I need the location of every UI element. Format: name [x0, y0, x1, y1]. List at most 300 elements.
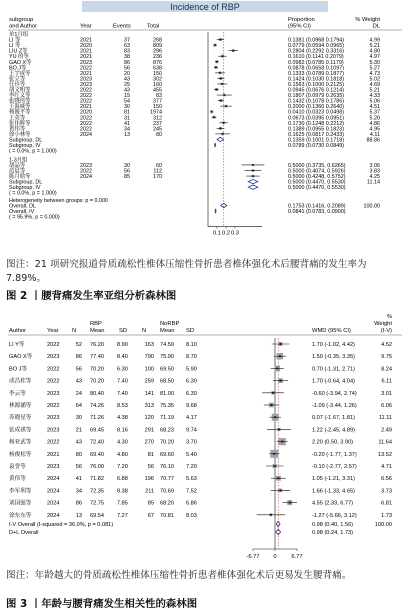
study-point: [252, 175, 254, 177]
study-point: [222, 133, 224, 135]
study-point: [281, 441, 283, 443]
norbp-mean: 69.60: [160, 451, 174, 458]
group-label: 1-3月组: [9, 157, 28, 164]
study-author: YU 的等: [9, 54, 29, 61]
study-wmd: 1.05 (-1.21, 3.31): [312, 476, 355, 483]
study-point: [220, 128, 222, 130]
rbp-mean: 72.40: [90, 439, 104, 446]
rbp-sd: 7.20: [117, 464, 128, 470]
subgroup-pooled-weight: 11.14: [366, 179, 380, 186]
study-year: 2024: [47, 500, 60, 507]
study-year: 2024: [80, 131, 92, 138]
norbp-sd: 8.70: [186, 354, 197, 361]
study-point: [223, 122, 225, 124]
rbp-mean: 77.40: [90, 354, 104, 361]
study-ci: 0.1625 (0.0817 0.2433): [288, 131, 345, 138]
study-total: 1974: [150, 109, 162, 116]
overall-wmd: 0.98 (0.40, 1.56): [312, 522, 354, 528]
rbp-n: 30: [75, 415, 82, 422]
study-author: 徐小林等: [9, 131, 31, 138]
study-year: 2023: [80, 81, 92, 88]
study-weight: 6.81: [381, 500, 392, 507]
study-events: 85: [124, 174, 130, 181]
rbp-sd: 8.90: [117, 342, 128, 348]
study-weight: 2.49: [381, 427, 392, 434]
study-author: 张成祺等: [9, 427, 32, 434]
col-header-proportion: Proportion: [288, 17, 315, 23]
rbp-sd: 8.16: [117, 427, 128, 434]
study-total: 112: [153, 168, 162, 175]
study-author: LI Y等: [9, 342, 25, 348]
norbp-mean: 71.19: [160, 415, 174, 422]
study-weight: 11.64: [378, 439, 392, 446]
study-author: 张立等: [9, 76, 26, 83]
rbp-sd: 6.88: [117, 476, 128, 483]
study-weight: 4.95: [369, 126, 380, 133]
col-header-rbp-mean: Mean: [90, 328, 105, 334]
study-weight: 5.20: [369, 115, 380, 122]
study-wmd: 1.70 (-1.02, 4.42): [312, 342, 355, 348]
forest-rows: [9, 340, 392, 536]
norbp-sd: 3.70: [186, 439, 197, 446]
col-header-author: Author: [9, 328, 27, 334]
study-ci: 0.0878 (0.0658 0.1097): [288, 65, 345, 72]
study-events: 43: [124, 87, 130, 94]
study-year: 2022: [80, 115, 92, 122]
study-point: [232, 50, 234, 52]
study-events: 30: [124, 104, 130, 111]
col-header-subgroup: subgroup: [9, 17, 34, 23]
study-author: 杨俊平等: [9, 109, 31, 116]
overall-heterogeneity: ( = 95.9%, p = 0.000): [9, 214, 60, 221]
study-point: [278, 429, 280, 431]
study-author: 苏晓星等: [9, 415, 32, 422]
study-wmd: 1.70 (-0.64, 4.04): [312, 378, 355, 385]
study-ci: 0.0410 (0.0323 0.0498): [288, 109, 345, 116]
norbp-mean: 70.77: [160, 476, 174, 483]
study-point: [220, 39, 222, 41]
rbp-mean: 70.20: [90, 366, 104, 373]
overall-label: Overall, IV: [9, 209, 35, 216]
overall-label: I-V Overall (I-squared = 36.0%, p = 0.081): [9, 522, 114, 528]
study-year: 2022: [47, 403, 60, 409]
study-weight: 6.06: [381, 403, 392, 409]
rbp-mean: 74.26: [90, 403, 104, 409]
study-total: 80: [156, 131, 162, 138]
subgroup-pooled-ci: 0.1359 (0.1001 0.1718): [288, 137, 345, 144]
study-point: [222, 55, 224, 57]
study-author: 袁誉等: [9, 464, 26, 470]
x-tick-label: 0.1: [212, 230, 222, 237]
study-events: 38: [124, 54, 130, 61]
subgroup-pooled-ci: 0.5000 (0.4470, 0.5530): [288, 179, 346, 186]
study-ci: 0.5000 (0.3735, 0.6265): [288, 162, 346, 169]
study-weight: 5.06: [369, 98, 380, 105]
study-total: 83: [156, 93, 162, 100]
rbp-n: 52: [75, 342, 82, 348]
study-ci: 0.5000 (0.4248, 0.5752): [288, 174, 346, 181]
col-header-weight-pct: %: [386, 314, 392, 320]
study-year: 2023: [47, 427, 60, 434]
study-total: 160: [153, 81, 162, 88]
col-header-year: Year: [80, 23, 92, 30]
study-ci: 0.1381 (0.0968 0.1794): [288, 37, 345, 44]
overall-diamond: [215, 209, 216, 213]
rbp-mean: 72.75: [90, 500, 104, 507]
norbp-sd: 7.20: [186, 464, 197, 470]
norbp-sd: 8.10: [186, 342, 197, 348]
study-weight: 5.21: [369, 87, 380, 94]
study-author: 刘国强等: [9, 500, 32, 507]
study-wmd: 0.70 (-1.31, 2.71): [312, 366, 355, 373]
study-point: [274, 465, 276, 467]
rbp-sd: 6.30: [117, 366, 128, 373]
study-wmd: -0.60 (-3.94, 2.74): [312, 390, 357, 397]
forest-plot-area: [246, 338, 302, 560]
study-point: [216, 89, 218, 91]
study-total: 377: [153, 98, 162, 105]
rbp-mean: 71.82: [90, 476, 104, 483]
study-year: 2021: [80, 104, 92, 111]
x-tick-label: 0.3: [230, 230, 240, 237]
forest-rows: [9, 30, 380, 221]
norbp-mean: 70.20: [160, 439, 174, 446]
study-year: 2022: [80, 93, 92, 100]
overall-wmd: 0.98 (0.24, 1.73): [312, 530, 354, 536]
study-author: 李红义等: [9, 93, 31, 100]
subgroup-diamond: [215, 143, 216, 147]
rbp-n: 80: [75, 451, 82, 458]
overall-weight: 100.00: [374, 522, 392, 528]
study-author: 陈月晗等: [9, 174, 31, 181]
figure-3-title: 图 3 丨年龄与腰背痛发生相关性的森林图: [6, 598, 198, 610]
subgroup-heterogeneity: ( = 0.0%, p = 1.000): [9, 190, 57, 197]
figure-2-title: 图 2 丨腰背痛发生率亚组分析森林图: [6, 290, 177, 302]
study-wmd: -1.09 (-3.44, 1.26): [312, 403, 357, 409]
study-weight: 3.83: [369, 168, 380, 175]
overall-weight: 100.00: [363, 203, 380, 210]
study-weight: 4.80: [369, 48, 380, 55]
study-weight: 4.86: [369, 120, 380, 127]
norbp-sd: 6.30: [186, 390, 197, 397]
norbp-n: 120: [144, 415, 154, 422]
rbp-mean: 76.00: [90, 464, 104, 470]
study-weight: 5.02: [369, 76, 380, 83]
banner-title: Incidence of RBP: [170, 2, 240, 12]
norbp-n: 270: [144, 439, 154, 446]
study-year: 2022: [80, 126, 92, 133]
col-header-weight-method: DL: [372, 23, 380, 30]
study-events: 30: [124, 162, 130, 169]
rbp-sd: 4.38: [117, 415, 128, 422]
study-point: [273, 453, 275, 455]
study-ci: 0.5000 (0.4074, 0.5926): [288, 168, 346, 175]
group-label: 单1月组: [9, 32, 29, 38]
study-wmd: 1.66 (-1.33, 4.65): [312, 488, 355, 495]
study-wmd: 2.20 (0.50, 3.90): [312, 439, 354, 446]
rbp-sd: 7.27: [117, 512, 128, 519]
study-ci: 0.1563 (0.1000 0.2125): [288, 81, 345, 88]
subgroup-pooled-label: Subgroup, IV: [9, 185, 41, 192]
col-header-norbp: NoRBP: [160, 321, 180, 327]
rbp-n: 13: [75, 512, 82, 519]
study-author: 王海威等: [9, 104, 31, 111]
rbp-sd: 7.40: [117, 378, 128, 385]
study-author: GAO X等: [9, 354, 33, 361]
norbp-n: 313: [144, 403, 154, 409]
study-ci: 0.2000 (0.1360 0.2640): [288, 104, 345, 111]
study-point: [213, 116, 215, 118]
study-author: 李云等: [9, 390, 26, 397]
study-ci: 0.0779 (0.0594 0.0965): [288, 43, 345, 50]
study-point: [278, 477, 280, 479]
norbp-mean: 68.50: [160, 378, 174, 385]
study-ci: 0.0945 (0.0676 0.1214): [288, 87, 345, 94]
study-point: [276, 368, 278, 370]
rbp-n: 24: [75, 390, 82, 397]
norbp-n: 67: [147, 512, 154, 519]
overall-label: D+L Overall: [9, 530, 39, 536]
study-year: 2020: [80, 43, 92, 50]
rbp-mean: 69.45: [90, 427, 104, 434]
col-header-wmd: WMD (95% CI): [312, 328, 351, 334]
norbp-n: 196: [144, 476, 154, 483]
study-total: 170: [153, 174, 162, 181]
study-ci: 0.0673 (0.0395 0.0951): [288, 115, 345, 122]
study-total: 150: [153, 70, 162, 77]
study-year: 2023: [80, 162, 92, 169]
study-ci: 0.0982 (0.0785 0.1179): [288, 59, 344, 66]
study-year: 2020: [80, 109, 92, 116]
study-events: 41: [124, 120, 130, 127]
study-author: 胡文明等: [9, 87, 31, 94]
figure-2: [0, 0, 409, 300]
rbp-n: 56: [75, 464, 82, 470]
study-author: 徐东东等: [9, 512, 32, 519]
col-header-n: N: [72, 328, 77, 334]
study-author: 王宇成等: [9, 70, 31, 77]
study-events: 56: [124, 168, 130, 175]
rbp-mean: 69.54: [90, 512, 104, 519]
col-header-n2: N: [142, 328, 147, 334]
rbp-n: 21: [75, 427, 82, 434]
rbp-mean: 72.35: [90, 488, 104, 495]
study-weight: 4.51: [369, 104, 380, 111]
norbp-n: 100: [144, 366, 154, 373]
col-header-weight: % Weight: [355, 17, 380, 23]
study-author: 王英等: [9, 115, 26, 122]
study-author: 黄伟等: [9, 126, 26, 133]
study-weight: 5.37: [369, 109, 380, 116]
study-wmd: 1.50 (-0.35, 3.35): [312, 354, 355, 361]
study-year: 2021: [80, 54, 92, 61]
col-header-total: Total: [147, 23, 160, 30]
study-year: 2023: [80, 76, 92, 83]
overall-ci: 0.0841 (0.0783, 0.0900): [288, 209, 346, 216]
study-year: 2021: [80, 48, 92, 55]
study-total: 302: [153, 76, 162, 83]
rbp-n: 86: [75, 500, 82, 507]
study-point: [279, 355, 281, 357]
study-point: [220, 100, 222, 102]
study-author: BO J等: [9, 65, 27, 72]
study-year: 2021: [47, 451, 60, 458]
norbp-sd: 9.74: [186, 427, 197, 434]
norbp-n: 790: [144, 354, 154, 361]
subgroup-pooled-ci: 0.5000 (0.4470, 0.5530): [288, 185, 346, 192]
norbp-sd: 8.03: [186, 512, 197, 519]
study-year: 2023: [47, 415, 60, 422]
study-weight: 4.71: [381, 464, 392, 470]
norbp-n: 291: [144, 427, 154, 434]
study-weight: 3.06: [369, 162, 380, 169]
study-weight: 3.73: [381, 488, 392, 495]
study-year: 2022: [47, 366, 60, 373]
study-events: 63: [124, 43, 130, 50]
col-header-sd2: SD: [186, 328, 195, 334]
norbp-sd: 5.90: [186, 366, 197, 373]
subgroup-diamond: [248, 185, 258, 189]
norbp-sd: 6.86: [186, 500, 197, 507]
norbp-n: 141: [144, 390, 154, 397]
study-weight: 4.97: [369, 54, 380, 61]
between-group-heterogeneity: Heterogeneity between groups: p = 0.000: [9, 197, 109, 204]
study-wmd: 4.55 (2.33, 6.77): [312, 500, 354, 507]
col-header-year: Year: [47, 328, 59, 334]
subgroup-diamond: [217, 137, 223, 141]
rbp-n: 43: [75, 378, 82, 385]
study-total: 268: [153, 37, 162, 44]
study-year: 2024: [47, 512, 60, 519]
study-weight: 5.27: [369, 65, 380, 72]
overall-ci: 0.1753 (0.1416, 0.2089): [288, 203, 346, 210]
study-author: 张伟辉等: [9, 120, 31, 127]
study-weight: 13.52: [378, 451, 392, 458]
study-year: 2022: [80, 87, 92, 94]
norbp-mean: 75.90: [160, 354, 174, 361]
subgroup-pooled-ci: 0.0789 (0.0730 0.0849): [288, 143, 345, 149]
study-author: GAO X等: [9, 59, 32, 66]
rbp-sd: 4.30: [117, 439, 128, 446]
study-point: [252, 164, 254, 166]
norbp-n: 81: [147, 451, 154, 458]
study-year: 2024: [80, 174, 92, 181]
study-total: 60: [156, 162, 162, 169]
study-author: LIU Z等: [9, 48, 28, 55]
norbp-mean: 81.00: [160, 390, 174, 397]
study-point: [215, 67, 217, 69]
study-point: [211, 111, 213, 113]
norbp-mean: 70.69: [160, 488, 174, 495]
study-author: 成昌桂等: [9, 378, 32, 385]
norbp-n: 163: [144, 342, 154, 348]
forest-plot-age: [0, 306, 409, 567]
study-year: 2024: [47, 488, 60, 495]
rbp-n: 64: [75, 403, 82, 409]
overall-label: Overall, DL: [9, 203, 36, 210]
subgroup-diamond: [248, 179, 258, 183]
subgroup-pooled-label: Subgroup, DL: [9, 179, 43, 186]
subgroup-pooled-label: Subgroup, DL: [9, 137, 43, 144]
study-year: 2023: [47, 464, 60, 470]
study-point: [274, 416, 276, 418]
study-events: 15: [124, 93, 130, 100]
study-author: 任玲等: [9, 81, 26, 88]
study-point: [280, 380, 282, 382]
col-header-rbp: RBP: [90, 321, 102, 327]
study-author: 范晨等: [9, 168, 26, 175]
study-wmd: -0.20 (-1.77, 1.37): [312, 451, 357, 458]
study-wmd: -1.27 (-5.66, 3.12): [312, 512, 357, 519]
study-author: 黄伟等: [9, 476, 26, 483]
study-events: 54: [124, 98, 130, 105]
study-total: 150: [153, 104, 162, 111]
study-weight: 5.21: [369, 43, 380, 50]
norbp-mean: 70.81: [160, 512, 174, 519]
study-year: 2022: [80, 168, 92, 175]
col-header-weight-method: (I-V): [380, 328, 392, 334]
study-year: 2022: [47, 342, 60, 348]
rbp-sd: 7.85: [117, 500, 128, 507]
study-point: [252, 170, 254, 172]
norbp-n: 211: [145, 488, 154, 495]
study-point: [220, 78, 222, 80]
study-total: 245: [153, 126, 162, 133]
x-tick-label: 6.77: [291, 554, 303, 560]
study-point: [270, 514, 272, 516]
study-point: [279, 490, 281, 492]
study-total: 455: [153, 87, 162, 94]
rbp-mean: 69.40: [90, 451, 104, 458]
study-total: 876: [153, 59, 162, 66]
norbp-sd: 9.68: [186, 403, 197, 409]
study-weight: 8.24: [381, 366, 392, 373]
study-year: 2022: [47, 439, 60, 446]
study-point: [289, 502, 291, 504]
study-events: 37: [124, 37, 130, 44]
study-year: 2022: [80, 65, 92, 72]
study-author: 张晓伟等: [9, 98, 31, 105]
study-author: 杨亚武等: [9, 439, 32, 446]
study-weight: 4.99: [369, 37, 380, 44]
study-author: 杨俊松等: [9, 451, 32, 458]
study-total: 638: [153, 65, 162, 72]
study-point: [214, 44, 216, 46]
study-events: 86: [124, 59, 130, 66]
study-author: BO J等: [9, 366, 28, 373]
norbp-n: 56: [147, 464, 154, 470]
norbp-mean: 69.50: [160, 366, 174, 373]
rbp-sd: 8.38: [117, 488, 128, 495]
col-header-norbp-mean: Mean: [160, 328, 175, 334]
study-ci: 0.1333 (0.0789 0.1877): [288, 70, 345, 77]
study-ci: 0.1432 (0.1078 0.1786): [288, 98, 345, 105]
study-events: 81: [124, 109, 130, 116]
norbp-sd: 7.52: [186, 488, 197, 495]
study-point: [272, 392, 274, 394]
study-year: 2021: [80, 37, 92, 44]
study-events: 31: [124, 115, 130, 122]
study-year: 2022: [80, 98, 92, 105]
norbp-n: 85: [147, 500, 154, 507]
study-point: [225, 105, 227, 107]
col-header-sd: SD: [119, 328, 128, 334]
col-header-author: and Author: [9, 23, 38, 30]
study-events: 56: [124, 65, 130, 72]
study-events: 43: [124, 76, 130, 83]
study-weight: 6.11: [381, 378, 392, 385]
rbp-mean: 70.20: [90, 378, 104, 385]
